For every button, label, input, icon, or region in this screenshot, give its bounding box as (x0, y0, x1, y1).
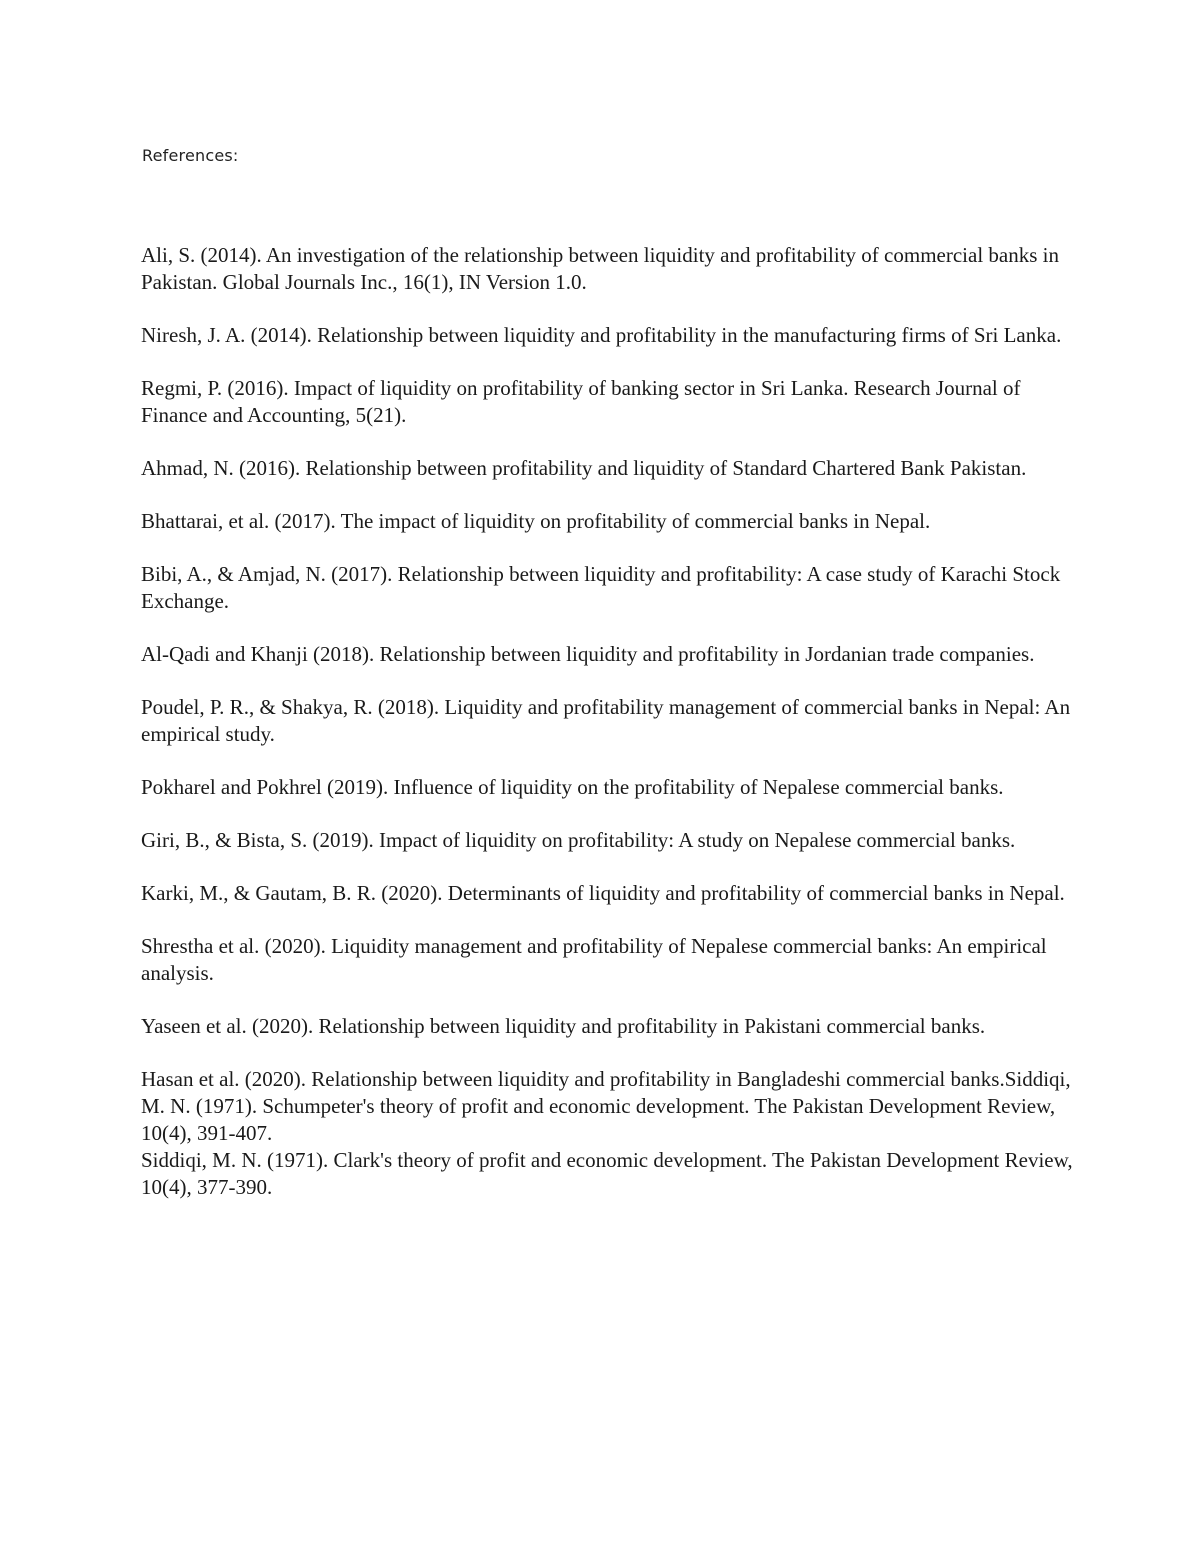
reference-entry: Pokharel and Pokhrel (2019). Influence of liquidity on the profitability of Nepalese commercial banks. (141, 775, 1004, 799)
reference-entry: Al-Qadi and Khanji (2018). Relationship between liquidity and profitability in Jordanian trade companies. (141, 642, 1035, 666)
references-heading: References: (142, 146, 239, 165)
reference-entry: Niresh, J. A. (2014). Relationship between liquidity and profitability in the manufacturing firms of Sri Lanka. (141, 323, 1062, 347)
reference-entry: Bhattarai, et al. (2017). The impact of liquidity on profitability of commercial banks in Nepal. (141, 509, 931, 533)
reference-entry: Poudel, P. R., & Shakya, R. (2018). Liquidity and profitability management of commercial banks in Nepal: An empirical study. (141, 695, 1071, 746)
reference-entry: Bibi, A., & Amjad, N. (2017). Relationship between liquidity and profitability: A case study of Karachi Stock Exchange. (141, 562, 1061, 613)
reference-entry: Siddiqi, M. N. (1971). Clark's theory of profit and economic development. The Pakistan Development Review, 10(4), 377-390. (141, 1148, 1073, 1199)
reference-entry: Regmi, P. (2016). Impact of liquidity on profitability of banking sector in Sri Lanka. Research Journal of Finance and Accounting, 5(21). (141, 376, 1021, 427)
reference-entry: Hasan et al. (2020). Relationship between liquidity and profitability in Bangladeshi commercial banks.Siddiqi, M. N. (1971). Schumpeter's theory of profit and economic development. The Pakistan Development Review, 10(4), 391-407. (141, 1067, 1071, 1145)
reference-entry: Ali, S. (2014). An investigation of the relationship between liquidity and profitability of commercial banks in Pakistan. Global Journals Inc., 16(1), IN Version 1.0. (141, 243, 1059, 294)
reference-list (141, 242, 1086, 1201)
reference-entry: Ahmad, N. (2016). Relationship between profitability and liquidity of Standard Chartered Bank Pakistan. (141, 456, 1027, 480)
reference-entry: Giri, B., & Bista, S. (2019). Impact of liquidity on profitability: A study on Nepalese commercial banks. (141, 828, 1016, 852)
reference-entry: Karki, M., & Gautam, B. R. (2020). Determinants of liquidity and profitability of commercial banks in Nepal. (141, 881, 1065, 905)
reference-entry: Yaseen et al. (2020). Relationship between liquidity and profitability in Pakistani commercial banks. (141, 1014, 986, 1038)
reference-entry: Shrestha et al. (2020). Liquidity management and profitability of Nepalese commercial banks: An empirical analysis. (141, 934, 1047, 985)
